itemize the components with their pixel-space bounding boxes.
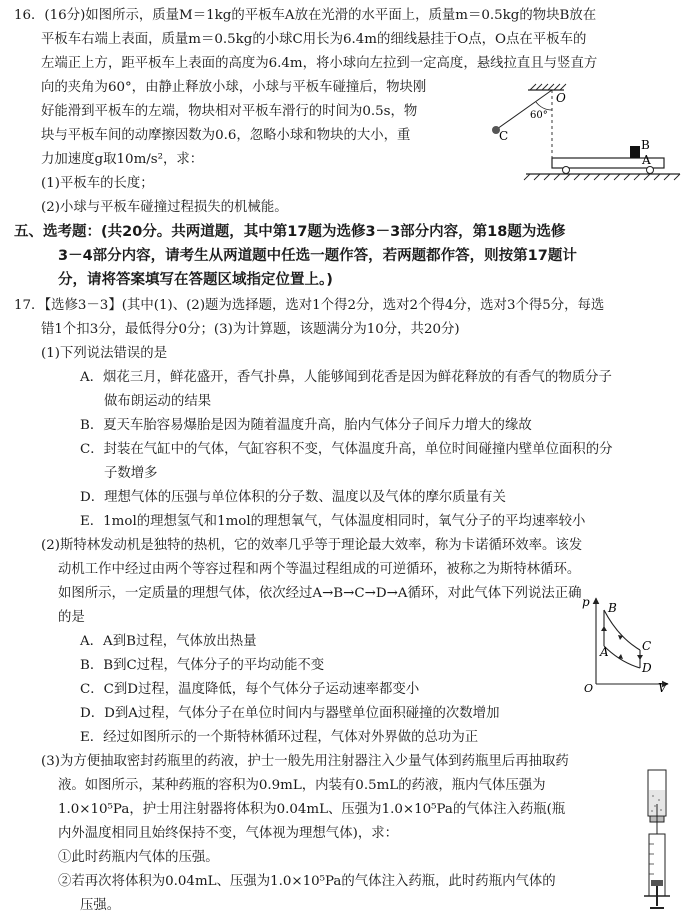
state-b-label: B: [608, 601, 617, 615]
section-5-line-1: 五、选考题：(共20分。共两道题，其中第17题为选修3－3部分内容，第18题为选修: [14, 224, 566, 240]
q16-line-4: 向的夹角为60°，由静止释放小球，小球与平板车碰撞后，物块刚: [41, 80, 427, 95]
q16-part-1: (1)平板车的长度；: [41, 176, 154, 191]
state-d-label: D: [642, 661, 652, 675]
q17-2-option-d: D．D到A过程，气体分子在单位时间内与器壁单位面积碰撞的次数增加: [80, 706, 500, 721]
q17-2-stem-4: 的是: [58, 610, 85, 625]
origin-label: O: [584, 682, 594, 694]
q17-1-option-c: C．封装在气缸中的气体，气缸容积不变，气体温度升高，单位时间碰撞内壁单位面积的分: [80, 442, 613, 457]
q17-3-stem-1: (3)为方便抽取密封药瓶里的药液，护士一般先用注射器注入少量气体到药瓶里后再抽取药: [41, 754, 569, 769]
q17-3-part-2-cont: 压强。: [80, 898, 121, 913]
angle-label: 60°: [530, 110, 548, 121]
v-axis-label: V: [658, 681, 667, 694]
q17-1-option-a: A．烟花三月，鲜花盛开，香气扑鼻，人能够闻到花香是因为鲜花释放的有香气的物质分子: [80, 370, 612, 385]
pendulum-cart-figure: [490, 78, 682, 184]
q17-1-option-c-cont: 子数增多: [104, 466, 158, 481]
q16-line-6: 块与平板车间的动摩擦因数为0.6，忽略小球和物块的大小，重: [41, 128, 411, 143]
q17-2-option-b: B．B到C过程，气体分子的平均动能不变: [80, 658, 325, 673]
q17-3-part-2: ②若再次将体积为0.04mL、压强为1.0×10⁵Pa的气体注入药瓶，此时药瓶内气体的: [58, 874, 556, 889]
point-o-label: O: [556, 91, 566, 105]
q17-1-option-b: B．夏天车胎容易爆胎是因为随着温度升高，胎内气体分子间斥力增大的缘故: [80, 418, 532, 433]
q17-2-option-e: E．经过如图所示的一个斯特林循环过程，气体对外界做的总功为正: [80, 730, 479, 745]
q17-1-option-d: D．理想气体的压强与单位体积的分子数、温度以及气体的摩尔质量有关: [80, 490, 506, 505]
pv-cycle-diagram: [578, 592, 674, 694]
q17-3-stem-3: 1.0×10⁵Pa，护士用注射器将体积为0.04mL、压强为1.0×10⁵Pa的气体注入药瓶(瓶: [58, 802, 566, 817]
syringe-vial-figure: [640, 764, 674, 914]
block-b-label: B: [641, 138, 650, 152]
cart-a-label: A: [642, 153, 651, 167]
ball-c-label: C: [499, 129, 509, 143]
q17-3-stem-2: 液。如图所示，某种药瓶的容积为0.9mL，内装有0.5mL的药液，瓶内气体压强为: [58, 778, 546, 793]
section-5-line-2: 3－4部分内容，请考生从两道题中任选一题作答，若两题都作答，则按第17题计: [58, 248, 577, 264]
q17-2-stem-1: (2)斯特林发动机是独特的热机，它的效率几乎等于理论最大效率，称为卡诺循环效率。该发: [41, 538, 583, 553]
state-c-label: C: [642, 639, 652, 653]
q16-line-2: 平板车右端上表面，质量m＝0.5kg的小球C用长为6.4m的细线悬挂于O点，O点在平板车的: [41, 32, 587, 47]
q17-1-option-a-cont: 做布朗运动的结果: [104, 394, 212, 409]
q17-2-stem-2: 动机工作中经过由两个等容过程和两个等温过程组成的可逆循环，被称之为斯特林循环。: [58, 562, 581, 577]
q16-part-2: (2)小球与平板车碰撞过程损失的机械能。: [41, 200, 288, 215]
p-axis-label: p: [582, 595, 590, 609]
q17-2-option-c: C．C到D过程，温度降低，每个气体分子运动速率都变小: [80, 682, 420, 697]
q17-header-2: 错1个扣3分，最低得分0分；(3)为计算题，该题满分为10分，共20分): [41, 322, 460, 337]
q17-2-option-a: A．A到B过程，气体放出热量: [80, 634, 257, 649]
q17-1-stem: (1)下列说法错误的是: [41, 346, 168, 361]
q16-line-5: 好能滑到平板车的左端，物块相对平板车滑行的时间为0.5s，物: [41, 104, 418, 119]
q17-2-stem-3: 如图所示，一定质量的理想气体，依次经过A→B→C→D→A循环，对此气体下列说法正确: [58, 586, 582, 601]
state-a-label: A: [600, 645, 609, 659]
q16-line-3: 左端正上方，距平板车上表面的高度为6.4m，将小球向左拉到一定高度，悬线拉直且与竖直方: [41, 56, 598, 71]
section-5-line-3: 分，请将答案填写在答题区域指定位置上。): [58, 272, 333, 288]
q16-line-1: 16．(16分)如图所示，质量M＝1kg的平板车A放在光滑的水平面上，质量m＝0.5kg的物块B放在: [14, 8, 597, 23]
q16-line-7: 力加速度g取10m/s²，求：: [41, 152, 204, 167]
q17-3-part-1: ①此时药瓶内气体的压强。: [58, 850, 219, 865]
q17-3-stem-4: 内外温度相同且始终保持不变，气体视为理想气体)，求：: [58, 826, 398, 841]
q17-header-1: 17．【选修3－3】(其中(1)、(2)题为选择题，选对1个得2分，选对2个得4分，选对3个得5分，每选: [14, 298, 605, 313]
q17-1-option-e: E．1mol的理想氢气和1mol的理想氧气，气体温度相同时，氧气分子的平均速率较小: [80, 514, 586, 529]
